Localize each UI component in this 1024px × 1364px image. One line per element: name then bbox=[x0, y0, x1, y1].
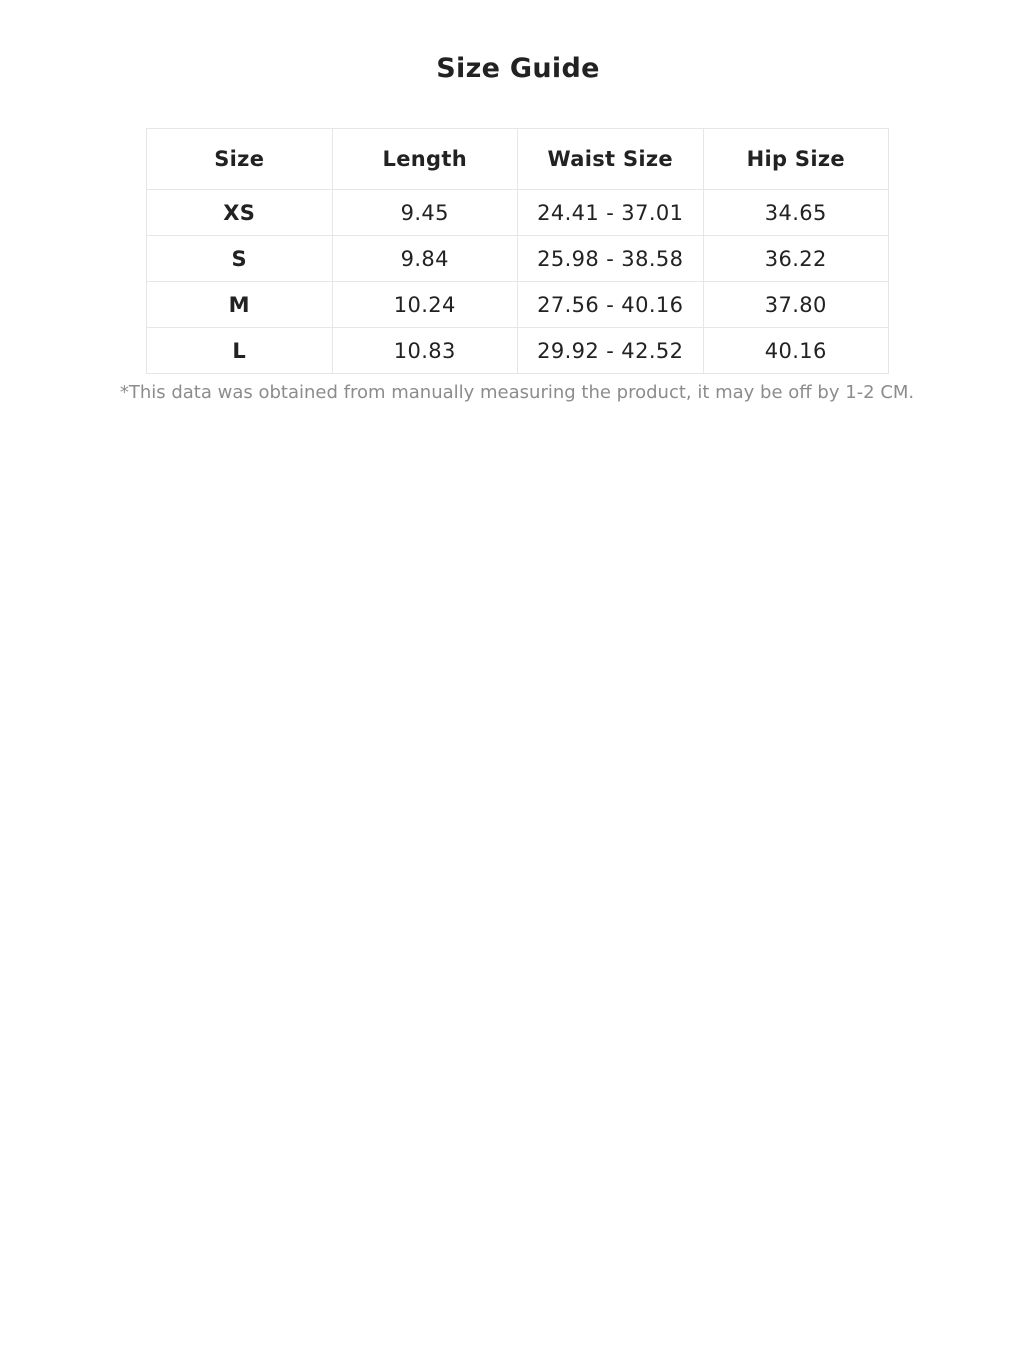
waist-cell: 25.98 - 38.58 bbox=[518, 236, 704, 282]
waist-cell: 27.56 - 40.16 bbox=[518, 282, 704, 328]
header-row bbox=[147, 129, 889, 190]
hip-cell: 36.22 bbox=[703, 236, 889, 282]
hip-cell: 34.65 bbox=[703, 190, 889, 236]
size-cell: XS bbox=[147, 190, 333, 236]
table-body bbox=[147, 190, 889, 374]
size-cell: M bbox=[147, 282, 333, 328]
table-row bbox=[147, 190, 889, 236]
table-row bbox=[147, 236, 889, 282]
length-cell: 9.45 bbox=[332, 190, 518, 236]
table-row bbox=[147, 328, 889, 374]
size-table bbox=[146, 128, 889, 374]
length-cell: 10.83 bbox=[332, 328, 518, 374]
waist-cell: 29.92 - 42.52 bbox=[518, 328, 704, 374]
hip-cell: 40.16 bbox=[703, 328, 889, 374]
waist-cell: 24.41 - 37.01 bbox=[518, 190, 704, 236]
table-header bbox=[147, 129, 889, 190]
size-cell: S bbox=[147, 236, 333, 282]
header-waist-size: Waist Size bbox=[518, 129, 704, 190]
header-size: Size bbox=[147, 129, 333, 190]
length-cell: 10.24 bbox=[332, 282, 518, 328]
header-length: Length bbox=[332, 129, 518, 190]
header-hip-size: Hip Size bbox=[703, 129, 889, 190]
length-cell: 9.84 bbox=[332, 236, 518, 282]
table-row bbox=[147, 282, 889, 328]
size-cell: L bbox=[147, 328, 333, 374]
hip-cell: 37.80 bbox=[703, 282, 889, 328]
measurement-disclaimer: *This data was obtained from manually measuring the product, it may be off by 1-2 CM. bbox=[119, 382, 915, 403]
page-title: Size Guide bbox=[436, 53, 600, 84]
